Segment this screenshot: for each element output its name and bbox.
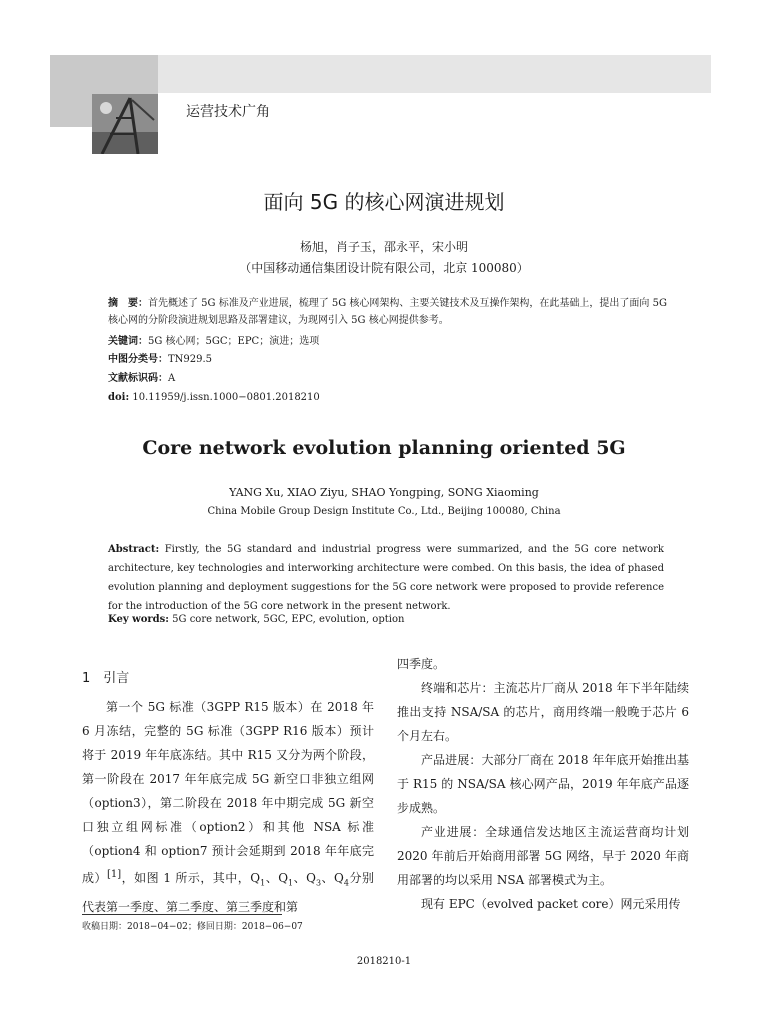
body-paragraph: 产品进展：大部分厂商在 2018 年年底开始推出基于 R15 的 NSA/SA 核心网产品，2019 年年底产品逐步成熟。 <box>397 753 689 815</box>
body-paragraph <box>82 695 374 919</box>
authors-cn: 杨旭，肖子玉，邵永平，宋小明 <box>299 240 468 254</box>
citation: [1] <box>106 869 122 880</box>
doc-code-text: A <box>168 373 176 384</box>
doi-label: doi: <box>108 392 130 403</box>
body-paragraph: 终端和芯片：主流芯片厂商从 2018 年下半年陆续推出支持 NSA/SA 的芯片，商用终端一般晚于芯片 6 个月左右。 <box>397 681 689 743</box>
quarter-sub: 1 <box>260 878 266 888</box>
body-paragraph: 现有 EPC（evolved packet core）网元采用传 <box>421 897 681 911</box>
footnote: 收稿日期：2018−04−02；修回日期：2018−06−07 <box>82 922 303 932</box>
page-number: 2018210-1 <box>356 956 412 967</box>
body-text: 第一个 5G 标准（3GPP R15 版本）在 2018 年 6 月冻结，完整的 5G 标准（3GPP R16 版本）预计将于 2019 年年底冻结。其中 R15 又分为两个阶段，第一阶段在 2017 年年底完成 5G 新空口非独立组网（option3），第二阶段在 2018 年中期完成 5G 新空口独立组网标准（option2）和其他 NSA 标准（option4 和 option7 预计会延期到 2018 年年底完成） <box>82 700 374 885</box>
separator: 、 <box>265 871 279 885</box>
separator: 、 <box>293 871 307 885</box>
abstract-cn-label: 摘 要： <box>108 298 148 309</box>
quarter-sub: 3 <box>315 878 322 888</box>
authors-en: YANG Xu, XIAO Ziyu, SHAO Yongping, SONG Xiaoming <box>229 486 539 499</box>
keywords-en <box>108 614 664 625</box>
keywords-en-label: Key words: <box>108 614 169 625</box>
document-code <box>108 370 668 387</box>
clc-number <box>108 351 668 368</box>
clc-text: TN929.5 <box>168 354 213 365</box>
quarter-sub: 4 <box>343 878 349 888</box>
section-title: 引言 <box>103 671 130 686</box>
section-label: 运营技术广角 <box>186 104 270 120</box>
body-text: 分别代表第一季度、第二季度、第三季度和第 <box>82 871 374 915</box>
body-text: ，如图 1 所示，其中， <box>121 871 251 885</box>
keywords-en-text: 5G core network, 5GC, EPC, evolution, option <box>169 614 405 625</box>
section-heading <box>82 667 129 686</box>
keywords-cn-text: 5G 核心网；5GC；EPC；演进；选项 <box>148 336 320 347</box>
body-column-right <box>397 652 689 916</box>
affiliation-en: China Mobile Group Design Institute Co., Ltd., Beijing 100080, China <box>207 506 561 517</box>
clc-label: 中图分类号： <box>108 354 168 365</box>
body-paragraph: 四季度。 <box>397 657 446 671</box>
abstract-en-label: Abstract: <box>108 544 160 555</box>
body-paragraph: 产业进展：全球通信发达地区主流运营商均计划 2020 年前后开始商用部署 5G 网络，早于 2020 年商用部署的均以采用 NSA 部署模式为主。 <box>397 825 689 887</box>
keywords-cn-label: 关键词： <box>108 336 148 347</box>
abstract-en <box>108 540 664 616</box>
title-cn: 面向 5G 的核心网演进规划 <box>263 190 505 214</box>
abstract-cn <box>108 295 668 329</box>
quarter-symbol: Q <box>334 871 344 885</box>
doi-text: 10.11959/j.issn.1000−0801.2018210 <box>129 392 320 403</box>
header-band-light <box>158 55 711 93</box>
title-en: Core network evolution planning oriented 5G <box>142 437 626 459</box>
quarter-symbol: Q <box>306 871 316 885</box>
quarter-symbol: Q <box>278 871 289 885</box>
separator: 、 <box>321 871 335 885</box>
abstract-en-text: Firstly, the 5G standard and industrial progress were summarized, and the 5G core network architecture, key technologies and interworking architecture were combed. On this basis, the idea of phased evolution planning and deployment suggestions for the 5G core network were proposed to provide reference for the introduction of the 5G core network in the present network. <box>108 544 664 612</box>
keywords-cn <box>108 333 668 350</box>
section-number: 1 <box>82 671 91 686</box>
doi <box>108 389 668 406</box>
header-photo <box>92 94 158 154</box>
quarter-sub: 1 <box>288 878 294 888</box>
affiliation-cn: （中国移动通信集团设计院有限公司，北京 100080） <box>239 261 529 275</box>
quarter-symbol: Q <box>250 871 261 885</box>
abstract-cn-text: 首先概述了 5G 标准及产业进展，梳理了 5G 核心网架构、主要关键技术及互操作架构，在此基础上，提出了面向 5G 核心网的分阶段演进规划思路及部署建议，为现网引入 5G 核心网提供参考。 <box>108 298 667 326</box>
footnote-divider <box>82 914 282 915</box>
doc-code-label: 文献标识码： <box>108 373 168 384</box>
body-column-left <box>82 695 374 919</box>
